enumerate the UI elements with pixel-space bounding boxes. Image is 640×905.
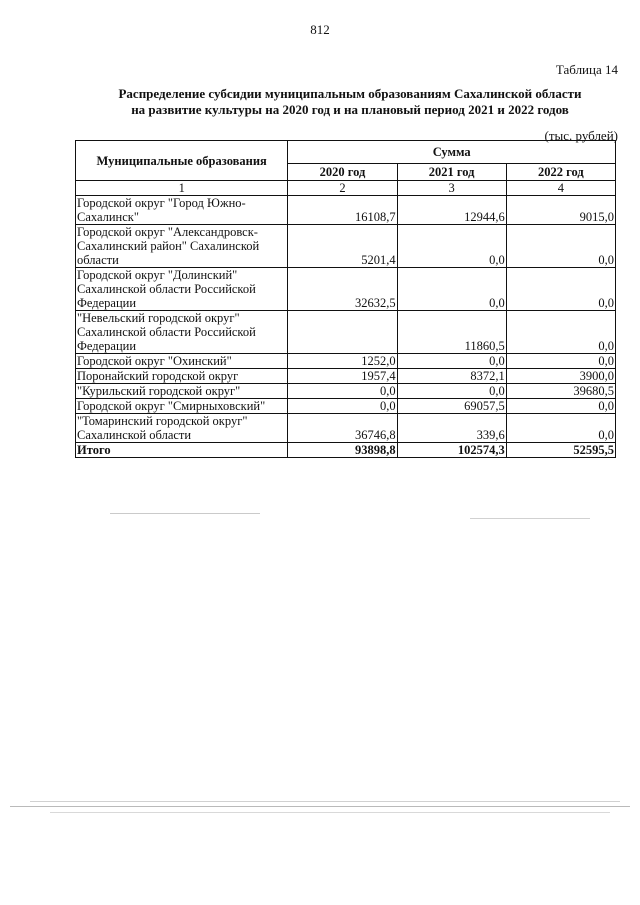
municipality-name: Городской округ "Охинский" [76,354,288,369]
municipality-name: Поронайский городской округ [76,369,288,384]
subsidy-table [75,140,616,458]
value-2020: 5201,4 [288,225,397,268]
municipality-name: Городской округ "Александровск-Сахалинский район" Сахалинской области [76,225,288,268]
value-2022: 0,0 [506,225,615,268]
scan-artifact-line [30,801,620,802]
value-2022: 0,0 [506,399,615,414]
value-2022: 0,0 [506,414,615,443]
total-label: Итого [76,443,288,458]
table-row [76,384,616,399]
page-number: 812 [310,22,330,37]
value-2020: 0,0 [288,384,397,399]
value-2020: 32632,5 [288,268,397,311]
column-index: 3 [397,181,506,196]
value-2021: 0,0 [397,354,506,369]
value-2022: 0,0 [506,311,615,354]
units-label: (тыс. рублей) [544,128,618,143]
value-2021: 0,0 [397,268,506,311]
scan-artifact-line [50,812,610,813]
table-row [76,354,616,369]
table-row [76,196,616,225]
column-index-row [76,181,616,196]
header-year-2021: 2021 год [397,164,506,181]
value-2022: 0,0 [506,268,615,311]
value-2021: 11860,5 [397,311,506,354]
table-row [76,311,616,354]
scan-artifact-line [110,513,260,514]
value-2021: 0,0 [397,384,506,399]
header-sum: Сумма [288,141,616,164]
municipality-name: "Курильский городской округ" [76,384,288,399]
scan-artifact-line [10,806,630,807]
municipality-name: Городской округ "Город Южно-Сахалинск" [76,196,288,225]
value-2021: 69057,5 [397,399,506,414]
column-index: 4 [506,181,615,196]
total-2022: 52595,5 [506,443,615,458]
municipality-name: "Томаринский городской округ" Сахалинской области [76,414,288,443]
total-2020: 93898,8 [288,443,397,458]
scan-artifact-line [470,518,590,519]
column-index: 2 [288,181,397,196]
table-row [76,225,616,268]
value-2021: 0,0 [397,225,506,268]
total-2021: 102574,3 [397,443,506,458]
column-index: 1 [76,181,288,196]
value-2022: 9015,0 [506,196,615,225]
municipality-name: Городской округ "Смирныховский" [76,399,288,414]
table-label: Таблица 14 [555,62,618,77]
value-2020 [288,311,397,354]
municipality-name: Городской округ "Долинский" Сахалинской области Российской Федерации [76,268,288,311]
value-2020: 1957,4 [288,369,397,384]
value-2020: 0,0 [288,399,397,414]
document-title [70,86,630,118]
value-2020: 16108,7 [288,196,397,225]
value-2022: 3900,0 [506,369,615,384]
value-2022: 39680,5 [506,384,615,399]
table-row [76,399,616,414]
total-row [76,443,616,458]
table-row [76,369,616,384]
value-2020: 36746,8 [288,414,397,443]
title-line-1: Распределение субсидии муниципальным образованиям Сахалинской области [118,86,582,101]
value-2021: 8372,1 [397,369,506,384]
header-year-2022: 2022 год [506,164,615,181]
value-2020: 1252,0 [288,354,397,369]
value-2021: 339,6 [397,414,506,443]
municipality-name: "Невельский городской округ" Сахалинской области Российской Федерации [76,311,288,354]
header-year-2020: 2020 год [288,164,397,181]
header-municipality: Муниципальные образования [76,141,288,181]
value-2021: 12944,6 [397,196,506,225]
value-2022: 0,0 [506,354,615,369]
title-line-2: на развитие культуры на 2020 год и на плановый период 2021 и 2022 годов [131,102,569,117]
table-row [76,268,616,311]
table-row [76,414,616,443]
table-header-row [76,141,616,164]
